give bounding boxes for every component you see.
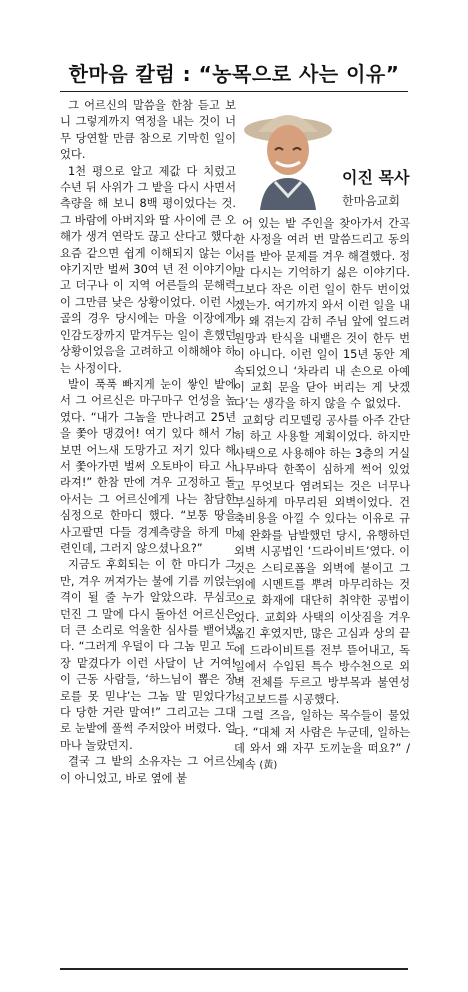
paragraph: 발이 푹푹 빠지게 눈이 쌓인 밭에서 그 어르신은 마구마구 언성을 높였다. “내가 그놈을 만나려고 25년을 쫓아 댕겼어! 여기 있다 해서 가보면 어느새 도망가고 저기 있다 해서 쫓아가면 벌써 오토바이 타고 사라져!” 한참 만에 겨우 고정하고 돌아서는 그 어르신에게 나는 참담한 심정으로 한마디 했다. “보통 땅을 사고팔면 다들 경계측량을 하게 마련인데, 그러지 않으셨나요?”: [60, 377, 236, 555]
bottom-divider: [60, 968, 408, 970]
paragraph: [234, 708, 410, 775]
paragraph: 어 있는 밭 주인을 찾아가서 간곡한 사정을 여러 번 말씀드리고 동의서를 받아 문제를 겨우 해결했다. 정말 다시는 기억하기 싫은 이야기다. 그보다 작은 이런 일이 한두 번이었겠는가. 여기까지 와서 이런 일을 내가 왜 겪는지 감히 주님 앞에 엎드려 원망과 탄식을 내뱉은 것이 한두 번이 아니다. 이런 일이 15년 동안 계속되었으니 ‘차라리 내 손으로 아예 이 교회 문을 닫아 버리는 게 낫겠다’는 생각을 하지 않을 수 없었다.: [234, 217, 410, 411]
author-byline: [342, 165, 409, 209]
paragraph: 결국 그 밭의 소유자는 그 어르신이 아니었고, 바로 옆에 붙: [60, 755, 236, 785]
end-mark: (黃): [259, 760, 278, 772]
author-church: 한마음교회: [342, 194, 400, 208]
paragraph-text: 그럴 즈음, 일하는 목수들이 물었다. “대체 저 사람은 누군데, 일하는 데 와서 왜 자꾸 도끼눈을 떠요?” /계속: [234, 709, 410, 772]
paragraph: 교회당 리모델링 공사를 아주 간단히 하고 사용할 계획이었다. 하지만 사택으로 사용해야 하는 3층의 거실 나무바닥 한쪽이 심하게 썩어 있었고 무엇보다 염려되는 것은 너무나 부실하게 마무리된 외벽이었다. 건축비용을 아낄 수 있다는 이유로 규제 완화를 남발했던 당시, 유행하던 외벽 시공법인 ‘드라이비트’였다. 이것은 스티로폼을 외벽에 붙이고 그 위에 시멘트를 뿌려 마무리하는 것으로 화재에 대단히 취약한 공법이었다. 교회와 사택의 이삿짐을 겨우 옮긴 후였지만, 많은 고심과 상의 끝에 드라이비트를 전부 뜯어내고, 독일에서 수입된 특수 방수천으로 외벽 전체를 두르고 방부목과 불연성 석고보드를 시공했다.: [234, 413, 410, 706]
right-column: [234, 216, 410, 775]
title-divider: [60, 91, 408, 92]
left-column: [60, 98, 236, 787]
author-name: 이진 목사: [342, 168, 410, 187]
page-title: 한마음 칼럼 : “농목으로 사는 이유”: [68, 62, 400, 86]
paragraph: 그 어르신의 말씀을 한참 듣고 보니 그렇게까지 역정을 내는 것이 너무 당연할 만큼 참으로 기막힌 일이었다.: [60, 99, 236, 162]
author-portrait: [240, 98, 336, 210]
paragraph: 지금도 후회되는 이 한 마디가 그만, 겨우 꺼져가는 불에 기름 끼얹는 격이 될 줄 누가 알았으랴. 무심코 던진 그 말에 다시 돌아선 어르신은 더 큰 소리로 억울한 심사를 뱉어냈다. “그러게 우덜이 다 그놈 믿고 도장 맡겼다가 이런 사달이 난 거여! 이 근동 사람들, ‘하느님이 뽑은 장로를 못 믿냐’는 그놈 말 믿었다가 다 당한 거란 말여!” 그리고는 그대로 눈밭에 풀썩 주저앉아 버렸다. 얼마나 놀랐던지.: [60, 558, 236, 752]
paragraph: 1천 평으로 알고 제값 다 치렀고 수년 뒤 사위가 그 밭을 다시 사면서 측량을 해 보니 8백 평이었다는 것. 그 바람에 아버지와 딸 사이에 큰 오해가 생겨 연락도 끊고 산다고 했다. 요즘 같으면 쉽게 이해되지 않는 이야기지만 벌써 30여 년 전 이야기이고 더구나 이 지역 어른들의 문해력이 그만큼 낮은 상황이었다. 이런 시골의 경우 당시에는 마을 이장에게 인감도장까지 맡겨두는 일이 흔했던 상황이었음을 고려하고 이해해야 하는 사정이다.: [60, 164, 236, 375]
